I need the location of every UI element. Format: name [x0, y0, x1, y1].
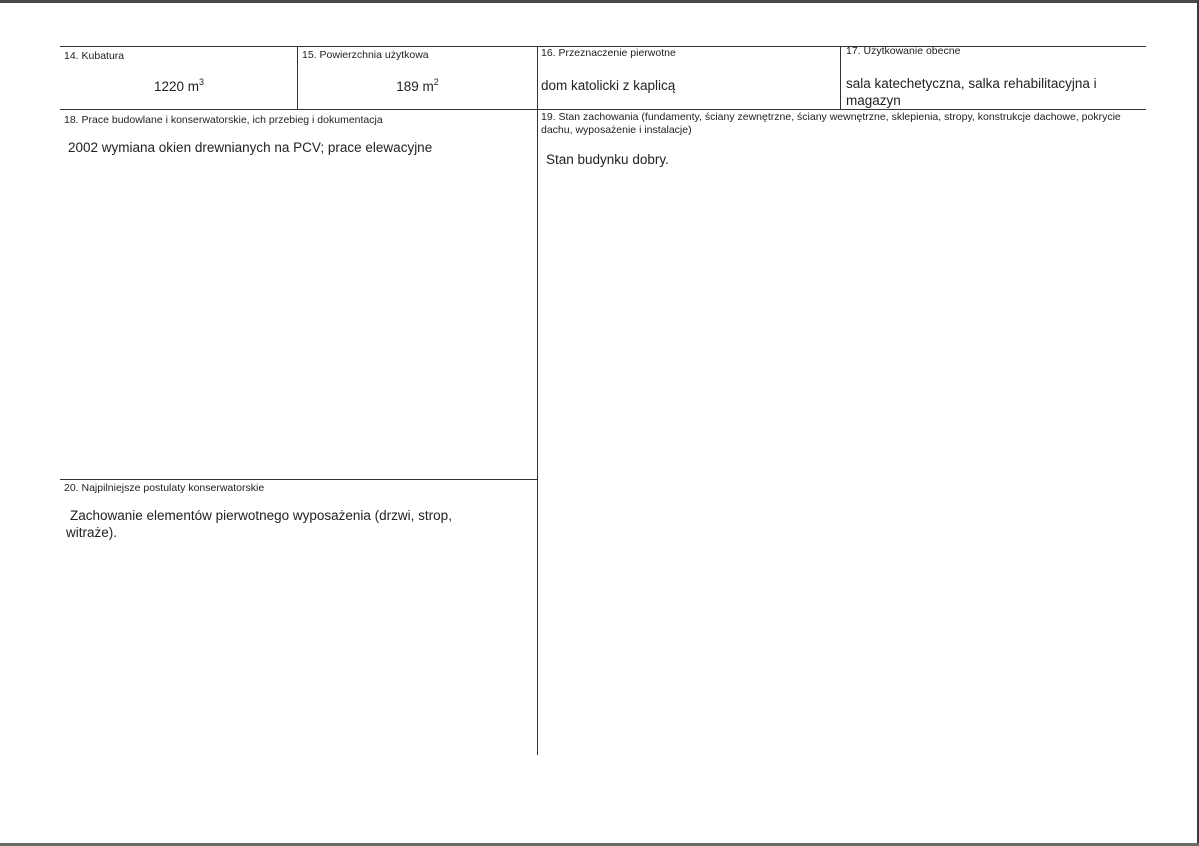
- field-14-number: 1220 m: [153, 79, 199, 94]
- field-15-number: 189 m: [396, 79, 434, 94]
- field-20-value: Zachowanie elementów pierwotnego wyposażenia (drzwi, strop, witraże).: [66, 508, 452, 540]
- field-17-label: 17. Użytkowanie obecne: [846, 45, 961, 57]
- field-19-label: 19. Stan zachowania (fundamenty, ściany zewnętrzne, ściany wewnętrzne, sklepienia, stropy, konstrukcje dachowe, pokrycie dachu, wyposażenie i instalacje): [541, 111, 1121, 136]
- field-16-value: dom katolicki z kaplicą: [541, 78, 676, 93]
- field-14-label: 14. Kubatura: [64, 50, 125, 62]
- field-18-label: 18. Prace budowlane i konserwatorskie, ich przebieg i dokumentacja: [64, 114, 383, 126]
- field-17-value: sala katechetyczna, salka rehabilitacyjna i magazyn: [846, 76, 1097, 108]
- divider-16-17: [840, 46, 841, 110]
- section20-top-border: [60, 479, 538, 480]
- field-15-label: 15. Powierzchnia użytkowa: [302, 49, 429, 61]
- row1-bottom-border: [60, 109, 1146, 110]
- scan-edge-top: [0, 0, 1199, 3]
- field-18-value: 2002 wymiana okien drewnianych na PCV; prace elewacyjne: [68, 140, 433, 155]
- field-15-value: [298, 78, 537, 95]
- field-20-label: 20. Najpilniejsze postulaty konserwatorskie: [64, 482, 265, 494]
- main-vertical-divider: [537, 46, 538, 755]
- field-14-exponent: 3: [199, 76, 205, 87]
- field-14-value: [60, 78, 298, 95]
- field-19-value: Stan budynku dobry.: [546, 152, 669, 167]
- field-15-exponent: 2: [433, 76, 439, 87]
- field-16-label: 16. Przeznaczenie pierwotne: [541, 47, 676, 59]
